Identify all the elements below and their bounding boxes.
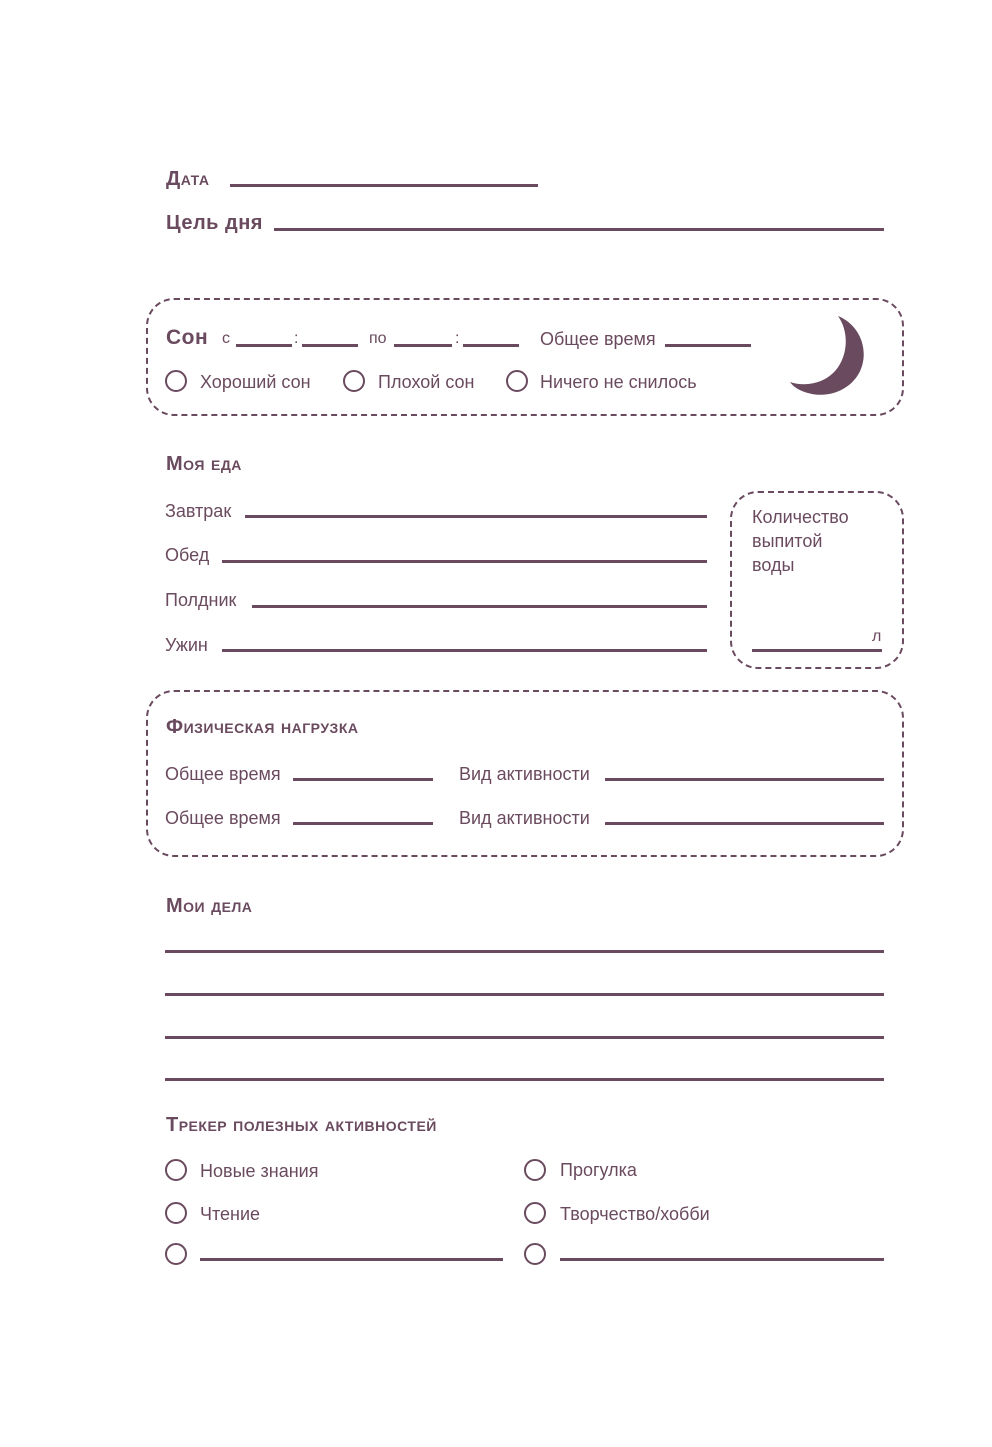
walk-checkbox[interactable]	[524, 1159, 546, 1181]
custom-activity-field-left[interactable]	[200, 1258, 503, 1261]
task-line-3[interactable]	[165, 1036, 884, 1039]
activity-type-label-1: Вид активности	[459, 764, 590, 784]
bad-sleep-radio[interactable]	[343, 370, 365, 392]
custom-activity-checkbox-left[interactable]	[165, 1243, 187, 1265]
activity-title: Физическая нагрузка	[166, 716, 359, 738]
goal-label: Цель дня	[166, 212, 263, 234]
activity-type-label-2: Вид активности	[459, 808, 590, 828]
water-label-line-1: Количество	[752, 507, 849, 527]
water-unit: л	[872, 628, 882, 645]
task-line-1[interactable]	[165, 950, 884, 953]
reading-label: Чтение	[200, 1204, 261, 1224]
good-sleep-label: Хороший сон	[200, 372, 311, 392]
date-field[interactable]	[230, 184, 538, 187]
activity-time-field-2[interactable]	[293, 822, 433, 825]
sleep-from-minutes-field[interactable]	[302, 344, 358, 347]
water-label-line-3: воды	[752, 555, 795, 575]
moon-icon	[786, 312, 870, 400]
activity-time-field-1[interactable]	[293, 778, 433, 781]
sleep-total-label: Общее время	[540, 329, 656, 349]
no-dreams-radio[interactable]	[506, 370, 528, 392]
sleep-time-separator-1: :	[294, 330, 299, 347]
date-label: Дата	[166, 168, 210, 190]
activity-time-label-1: Общее время	[165, 764, 281, 784]
tasks-title: Мои дела	[166, 895, 253, 917]
water-label-line-2: выпитой	[752, 531, 823, 551]
new-knowledge-label: Новые знания	[200, 1161, 319, 1181]
breakfast-field[interactable]	[245, 515, 707, 518]
activity-type-field-1[interactable]	[605, 778, 884, 781]
sleep-time-separator-2: :	[455, 330, 460, 347]
good-sleep-radio[interactable]	[165, 370, 187, 392]
task-line-2[interactable]	[165, 993, 884, 996]
hobby-checkbox[interactable]	[524, 1202, 546, 1224]
custom-activity-field-right[interactable]	[560, 1258, 884, 1261]
activity-time-label-2: Общее время	[165, 808, 281, 828]
sleep-from-hours-field[interactable]	[236, 344, 292, 347]
sleep-to-minutes-field[interactable]	[463, 344, 519, 347]
tracker-title: Трекер полезных активностей	[166, 1114, 437, 1136]
activity-type-field-2[interactable]	[605, 822, 884, 825]
snack-label: Полдник	[165, 590, 237, 610]
breakfast-label: Завтрак	[165, 501, 232, 521]
sleep-total-field[interactable]	[665, 344, 751, 347]
water-amount-field[interactable]	[752, 649, 882, 652]
new-knowledge-checkbox[interactable]	[165, 1159, 187, 1181]
sleep-from-label: с	[222, 330, 230, 347]
task-line-4[interactable]	[165, 1078, 884, 1081]
reading-checkbox[interactable]	[165, 1202, 187, 1224]
dinner-label: Ужин	[165, 635, 208, 655]
bad-sleep-label: Плохой сон	[378, 372, 475, 392]
sleep-to-label: по	[369, 330, 387, 347]
snack-field[interactable]	[252, 605, 707, 608]
sleep-title: Сон	[166, 326, 209, 349]
goal-field[interactable]	[274, 228, 884, 231]
hobby-label: Творчество/хобби	[560, 1204, 710, 1224]
dinner-field[interactable]	[222, 649, 707, 652]
custom-activity-checkbox-right[interactable]	[524, 1243, 546, 1265]
no-dreams-label: Ничего не снилось	[540, 372, 697, 392]
lunch-field[interactable]	[222, 560, 707, 563]
food-title: Моя еда	[166, 453, 242, 475]
walk-label: Прогулка	[560, 1160, 637, 1180]
sleep-to-hours-field[interactable]	[394, 344, 452, 347]
lunch-label: Обед	[165, 545, 210, 565]
